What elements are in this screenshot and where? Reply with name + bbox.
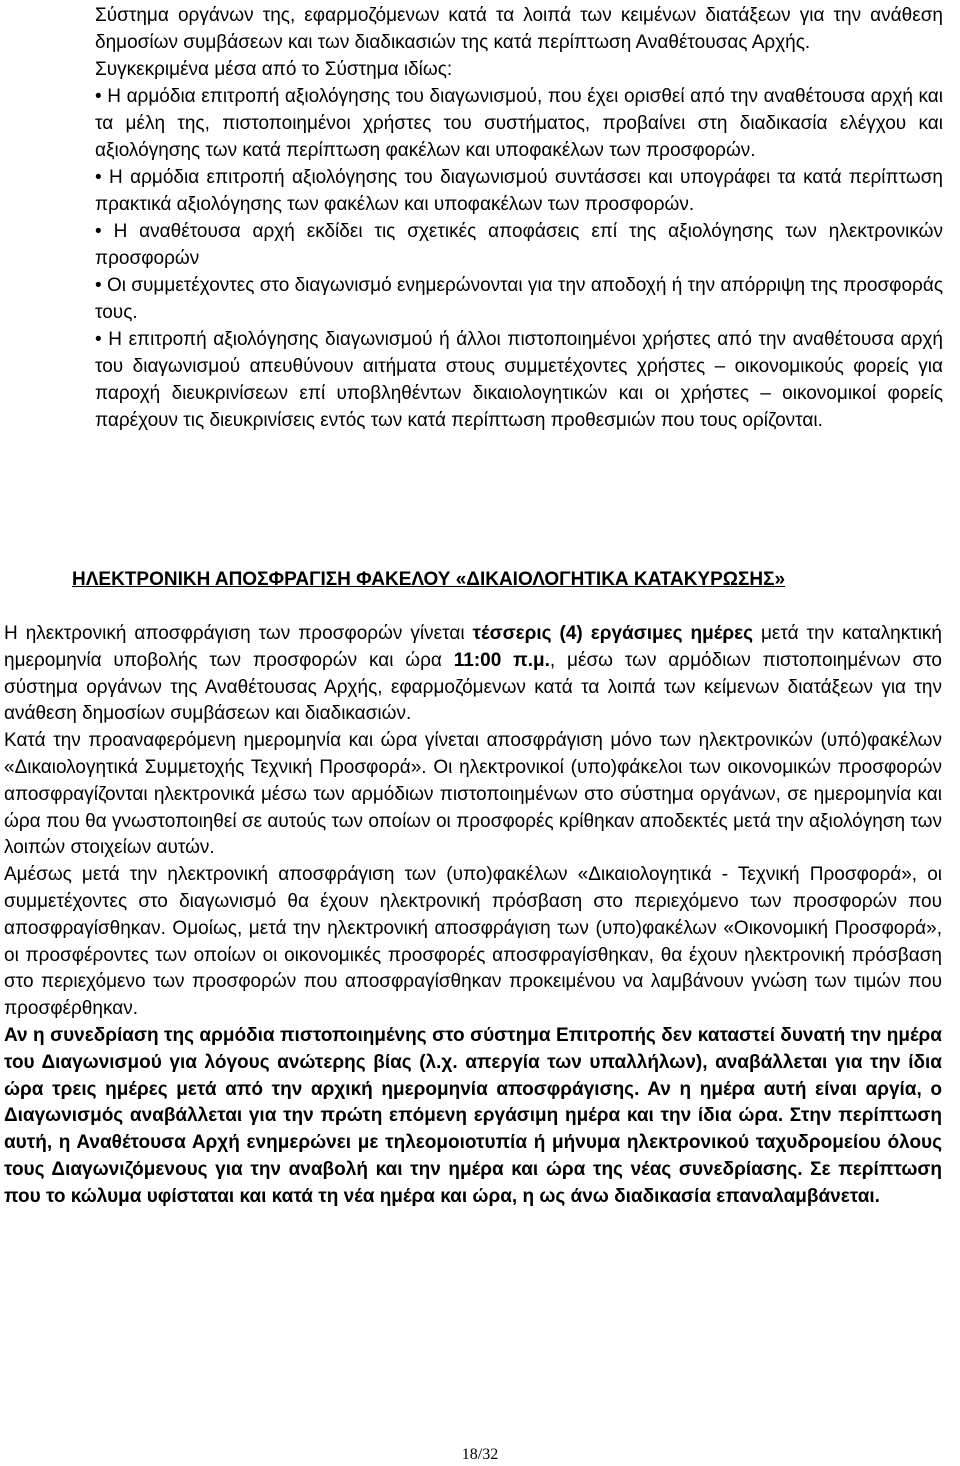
page-number: 18/32 <box>461 1446 499 1463</box>
working-days-highlight: τέσσερις (4) εργάσιμες ημέρες <box>472 623 753 644</box>
opening-time-highlight: 11:00 π.μ. <box>453 649 550 671</box>
bullet-item-participants-informed: • Οι συμμετέχοντες στο διαγωνισμό ενημερώνονται για την αποδοχή ή την απόρριψη της προσφοράς τους. <box>95 272 943 326</box>
opening-text-2: μετά την καταληκτική ημερομηνία υποβολής των προσφορών και ώρα <box>4 623 942 671</box>
paragraph-intro: Σύστημα οργάνων της, εφαρμοζόμενων κατά τα λοιπά των κειμένων διατάξεων για την ανάθεση δημοσίων συμβάσεων και των διαδικασιών της κατά περίπτωση Αναθέτουσας Αρχής. <box>95 5 943 53</box>
opening-text-1: Η ηλεκτρονική αποσφράγιση των προσφορών γίνεται <box>4 623 473 644</box>
bullet-item-clarifications: • Η επιτροπή αξιολόγησης διαγωνισμού ή άλλοι πιστοποιημένοι χρήστες από την αναθέτουσα αρχή του διαγωνισμού απευθύνουν αιτήματα στους συμμετέχοντες χρήστες – οικονομικούς φορείς για παροχή διευκρινίσεων επί υποβληθέντων δικαιολογητικών και οι χρήστες – οικονομικοί φορείς παρέχουν τις διευκρινίσεις εντός των κατά περίπτωση προθεσμιών που τους ορίζονται. <box>95 326 943 434</box>
paragraph-access-to-content: Αμέσως μετά την ηλεκτρονική αποσφράγιση των (υπο)φακέλων «Δικαιολογητικά - Τεχνική Προσφορά», οι συμμετέχοντες στο διαγωνισμό θα έχουν ηλεκτρονική πρόσβαση στο περιεχόμενο των προσφορών που αποσφραγίσθηκαν. Ομοίως, μετά την ηλεκτρονική αποσφράγιση των (υπο)φακέλων «Οικονομική Προσφορά», οι προσφέροντες των οποίων οι οικονομικές προσφορές αποσφραγίσθηκαν, θα έχουν ηλεκτρονική πρόσβαση στο περιεχόμενο των προσφορών που αποσφραγίσθηκαν προκειμένου να λαμβάνουν γνώση των τιμών που προσφέρθηκαν. <box>4 864 942 1020</box>
opening-text-3: , μέσω των αρμόδιων πιστοποιημένων στο σύστημα οργάνων της Αναθέτουσας Αρχής, εφαρμοζόμενων κατά τα λοιπά των κείμενων διατάξεων για την ανάθεση δημοσίων συμβάσεων και διαδικασιών. <box>4 649 942 725</box>
section-body <box>4 621 942 1211</box>
paragraph-subfolders-opening: Κατά την προαναφερόμενη ημερομηνία και ώρα γίνεται αποσφράγιση μόνο των ηλεκτρονικών (υπό)φακέλων «Δικαιολογητικά Συμμετοχής Τεχνική Προσφορά». Οι ηλεκτρονικοί (υπο)φάκελοι των οικονομικών προσφορών αποσφραγίζονται ηλεκτρονικά μέσω των αρμόδιων πιστοποιημένων στο σύστημα οργάνων, σε ημερομηνία και ώρα που θα γνωστοποιηθεί σε αυτούς των οποίων οι προσφορές κρίθηκαν αποδεκτές μετά την αξιολόγηση των λοιπών στοιχείων αυτών. <box>4 730 942 859</box>
paragraph-postponement: Αν η συνεδρίαση της αρμόδια πιστοποιημένης στο σύστημα Επιτροπής δεν καταστεί δυνατή την ημέρα του Διαγωνισμού για λόγους ανώτερης βίας (λ.χ. απεργία των υπαλλήλων), αναβάλλεται για την ίδια ώρα τρεις ημέρες μετά από την αρχική ημερομηνία αποσφράγισης. Αν η ημέρα αυτή είναι αργία, ο Διαγωνισμός αναβάλλεται για την πρώτη επόμενη εργάσιμη ημέρα και την ίδια ώρα. Στην περίπτωση αυτή, η Αναθέτουσα Αρχή ενημερώνει με τηλεομοιοτυπία ή μήνυμα ηλεκτρονικού ταχυδρομείου όλους τους Διαγωνιζόμενους για την αναβολή και την ημέρα και ώρα της νέας συνεδρίασης. Σε περίπτωση που το κώλυμα υφίσταται και κατά τη νέα ημέρα και ώρα, η ως άνω διαδικασία επαναλαμβάνεται. <box>4 1024 942 1207</box>
top-text-block <box>95 2 943 434</box>
bullet-item-minutes: • Η αρμόδια επιτροπή αξιολόγησης του διαγωνισμού συντάσσει και υπογράφει τα κατά περίπτωση πρακτικά αξιολόγησης των φακέλων και υποφακέλων των προσφορών. <box>95 164 943 218</box>
section-heading: ΗΛΕΚΤΡΟΝΙΚΗ ΑΠΟΣΦΡΑΓΙΣΗ ΦΑΚΕΛΟΥ «ΔΙΚΑΙΟΛΟΓΗΤΙΚΑ ΚΑΤΑΚΥΡΩΣΗΣ» <box>72 569 786 590</box>
paragraph-opening-schedule <box>4 621 942 728</box>
bullet-item-evaluation-committee: • Η αρμόδια επιτροπή αξιολόγησης του διαγωνισμού, που έχει ορισθεί από την αναθέτουσα αρχή και τα μέλη της, πιστοποιημένοι χρήστες του συστήματος, προβαίνει στη διαδικασία ελέγχου και αξιολόγησης των κατά περίπτωση φακέλων και υποφακέλων των προσφορών. <box>95 83 943 164</box>
bullet-item-decisions: • Η αναθέτουσα αρχή εκδίδει τις σχετικές αποφάσεις επί της αξιολόγησης των ηλεκτρονικών προσφορών <box>95 218 943 272</box>
paragraph-specifically: Συγκεκριμένα μέσα από το Σύστημα ιδίως: <box>95 59 453 80</box>
